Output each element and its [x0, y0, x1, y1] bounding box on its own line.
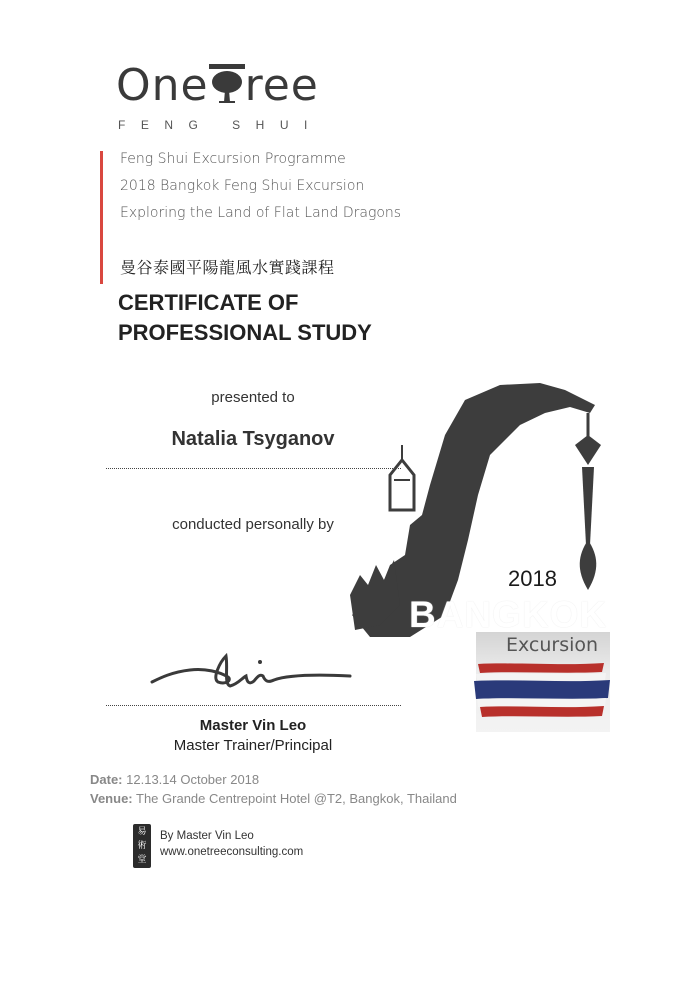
- venue-row: [90, 791, 457, 806]
- master-name: Master Vin Leo: [199, 717, 307, 734]
- logo-word-before: One: [116, 60, 209, 111]
- thailand-flag: [472, 660, 612, 722]
- recipient-dotted-line: [106, 468, 401, 469]
- logo-subtitle: FENG SHUI: [118, 118, 323, 132]
- website-link[interactable]: www.onetreeconsulting.com: [160, 846, 304, 858]
- certificate-title-line-1: CERTIFICATE OF: [118, 290, 299, 315]
- venue-value: The Grande Centrepoint Hotel @T2, Bangkok, Thailand: [136, 791, 457, 806]
- certificate-title: [118, 288, 372, 348]
- seal-icon: [133, 824, 151, 868]
- chinese-title: 曼谷泰國平陽龍風水實踐課程: [120, 260, 335, 277]
- badge-year: 2018: [508, 566, 557, 591]
- presented-to-label: presented to: [211, 389, 295, 406]
- signature-dotted-line: [106, 705, 401, 706]
- venue-label: Venue:: [90, 791, 133, 806]
- by-line: By Master Vin Leo: [160, 830, 254, 842]
- programme-line-2: 2018 Bangkok Feng Shui Excursion: [120, 178, 365, 194]
- master-role: Master Trainer/Principal: [173, 737, 333, 754]
- date-row: [90, 772, 259, 787]
- signature: [150, 650, 355, 695]
- date-value: 12.13.14 October 2018: [126, 772, 260, 787]
- tree-icon: [209, 64, 245, 104]
- logo-word-after: ree: [244, 60, 319, 111]
- certificate-title-line-2: PROFESSIONAL STUDY: [118, 320, 372, 345]
- programme-line-3: Exploring the Land of Flat Land Dragons: [120, 205, 402, 221]
- date-label: Date:: [90, 772, 123, 787]
- seal-chars: 易術堂: [137, 827, 147, 865]
- accent-bar: [100, 151, 103, 284]
- conducted-by-label: conducted personally by: [172, 516, 334, 533]
- programme-line-1: Feng Shui Excursion Programme: [120, 151, 346, 167]
- onetree-logo: [116, 60, 319, 111]
- badge-city: BANGKOK: [409, 594, 608, 635]
- badge-subtitle: Excursion: [506, 634, 599, 656]
- recipient-name: Natalia Tsyganov: [171, 428, 335, 450]
